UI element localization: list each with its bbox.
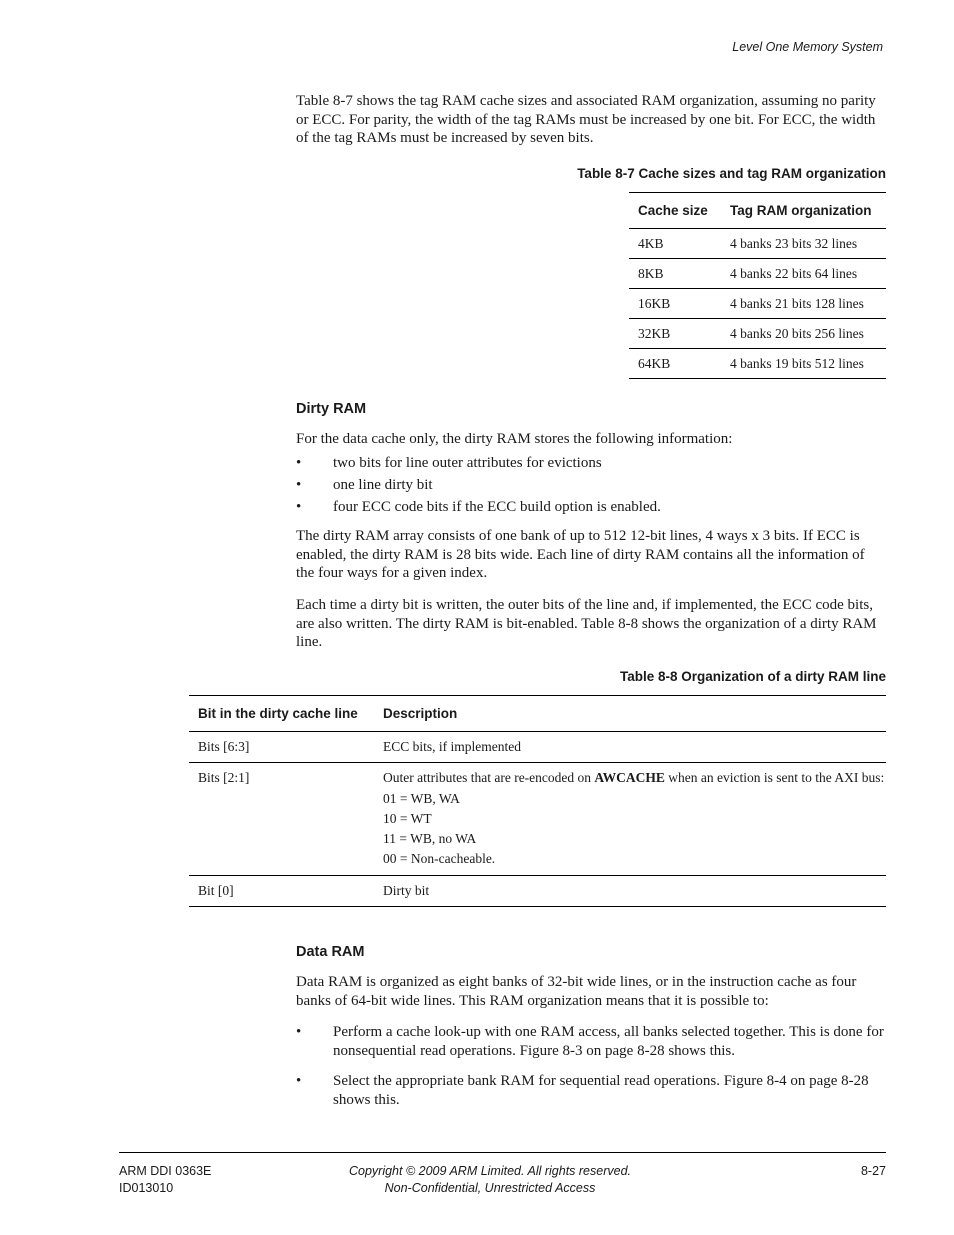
- cache-size-cell: 16KB: [629, 289, 721, 319]
- data-ram-paragraph: Data RAM is organized as eight banks of 32-bit wide lines, or in the instruction cache as four banks of 64-bit wide lines. This RAM organization means that it is possible to:: [296, 974, 857, 1009]
- encoding-line: 11 = WB, no WA: [383, 831, 477, 846]
- tag-ram-cell: 4 banks 23 bits 32 lines: [721, 229, 886, 259]
- cache-size-cell: 64KB: [629, 349, 721, 379]
- encoding-list: [383, 789, 886, 869]
- table-row: [189, 763, 886, 876]
- bit-cell: Bits [2:1]: [189, 763, 374, 876]
- footer-doc-ids: [119, 1163, 211, 1196]
- bullet-glyph: •: [296, 1073, 302, 1090]
- description-cell: Dirty bit: [374, 876, 886, 907]
- table-row: [629, 319, 886, 349]
- data-ram-bullet-list: [296, 1023, 886, 1109]
- description-text: [383, 769, 886, 787]
- description-prefix: Outer attributes that are re-encoded on: [383, 770, 595, 785]
- access-notice: Non-Confidential, Unrestricted Access: [384, 1180, 596, 1195]
- data-ram-heading: Data RAM: [296, 944, 365, 960]
- table-row: [629, 349, 886, 379]
- description-cell: ECC bits, if implemented: [374, 732, 886, 763]
- table-8-7: [629, 192, 886, 379]
- page-number: 8-27: [860, 1164, 886, 1178]
- footer-legal: [300, 1163, 680, 1196]
- cache-size-cell: 32KB: [629, 319, 721, 349]
- list-item-text: Perform a cache look-up with one RAM access, all banks selected together. This is done for nonsequential read operations. Figure 8-3 on page 8-28 shows this.: [333, 1024, 884, 1059]
- list-item: [296, 496, 886, 518]
- table-header-row: [629, 193, 886, 229]
- encoding-line: 01 = WB, WA: [383, 791, 460, 806]
- table-row: [629, 259, 886, 289]
- description-suffix: when an eviction is sent to the AXI bus:: [664, 770, 885, 785]
- list-item-text: four ECC code bits if the ECC build option is enabled.: [333, 499, 661, 515]
- signal-name: AWCACHE: [594, 770, 665, 785]
- list-item: [296, 452, 886, 474]
- list-item-text: two bits for line outer attributes for evictions: [333, 455, 602, 471]
- column-header-cache-size: Cache size: [629, 193, 721, 229]
- intro-paragraph: Table 8-7 shows the tag RAM cache sizes and associated RAM organization, assuming no parity or ECC. For parity, the width of the tag RAMs must be increased by one bit. For ECC, the width of the tag RAMs must be increased by seven bits.: [296, 93, 876, 147]
- bullet-glyph: •: [296, 455, 302, 471]
- list-item: [296, 1072, 886, 1109]
- running-header: Level One Memory System: [732, 40, 883, 54]
- table-row: [629, 289, 886, 319]
- column-header-tag-ram-organization: Tag RAM organization: [721, 193, 886, 229]
- tag-ram-cell: 4 banks 20 bits 256 lines: [721, 319, 886, 349]
- cache-size-cell: 8KB: [629, 259, 721, 289]
- document-id: ARM DDI 0363E: [119, 1164, 212, 1178]
- bullet-glyph: •: [296, 477, 302, 493]
- dirty-ram-bullet-list: [296, 452, 886, 518]
- issue-id: ID013010: [119, 1180, 174, 1195]
- list-item: [296, 1023, 886, 1060]
- encoding-line: 00 = Non-cacheable.: [383, 851, 496, 866]
- table-row: [189, 876, 886, 907]
- table-8-8: [189, 695, 886, 907]
- bullet-glyph: •: [296, 499, 302, 515]
- dirty-ram-heading: Dirty RAM: [296, 401, 367, 417]
- dirty-ram-paragraph-2: Each time a dirty bit is written, the outer bits of the line and, if implemented, the ECC code bits, are also written. The dirty RAM is bit-enabled. Table 8-8 shows the organization of a dirty RAM line.: [296, 597, 877, 651]
- footer-divider: [119, 1152, 886, 1153]
- encoding-line: 10 = WT: [383, 811, 432, 826]
- table-header-row: [189, 696, 886, 732]
- table-8-8-caption: Table 8-8 Organization of a dirty RAM line: [619, 669, 886, 684]
- bit-cell: Bit [0]: [189, 876, 374, 907]
- copyright-notice: Copyright © 2009 ARM Limited. All rights reserved.: [348, 1164, 631, 1178]
- table-8-7-caption: Table 8-7 Cache sizes and tag RAM organization: [577, 166, 886, 181]
- list-item: [296, 474, 886, 496]
- tag-ram-cell: 4 banks 19 bits 512 lines: [721, 349, 886, 379]
- tag-ram-cell: 4 banks 21 bits 128 lines: [721, 289, 886, 319]
- bit-cell: Bits [6:3]: [189, 732, 374, 763]
- table-row: [189, 732, 886, 763]
- list-item-text: one line dirty bit: [333, 477, 433, 493]
- column-header-description: Description: [374, 696, 886, 732]
- table-row: [629, 229, 886, 259]
- description-cell: [374, 763, 886, 876]
- cache-size-cell: 4KB: [629, 229, 721, 259]
- dirty-ram-paragraph-1: The dirty RAM array consists of one bank of up to 512 12-bit lines, 4 ways x 3 bits. If ECC is enabled, the dirty RAM is 28 bits wide. Each line of dirty RAM contains all the information of the four ways for a given index.: [296, 528, 865, 582]
- dirty-ram-lead: For the data cache only, the dirty RAM stores the following information:: [296, 431, 733, 447]
- column-header-bit: Bit in the dirty cache line: [189, 696, 374, 732]
- list-item-text: Select the appropriate bank RAM for sequential read operations. Figure 8-4 on page 8-28 shows this.: [333, 1073, 869, 1108]
- bullet-glyph: •: [296, 1024, 302, 1040]
- tag-ram-cell: 4 banks 22 bits 64 lines: [721, 259, 886, 289]
